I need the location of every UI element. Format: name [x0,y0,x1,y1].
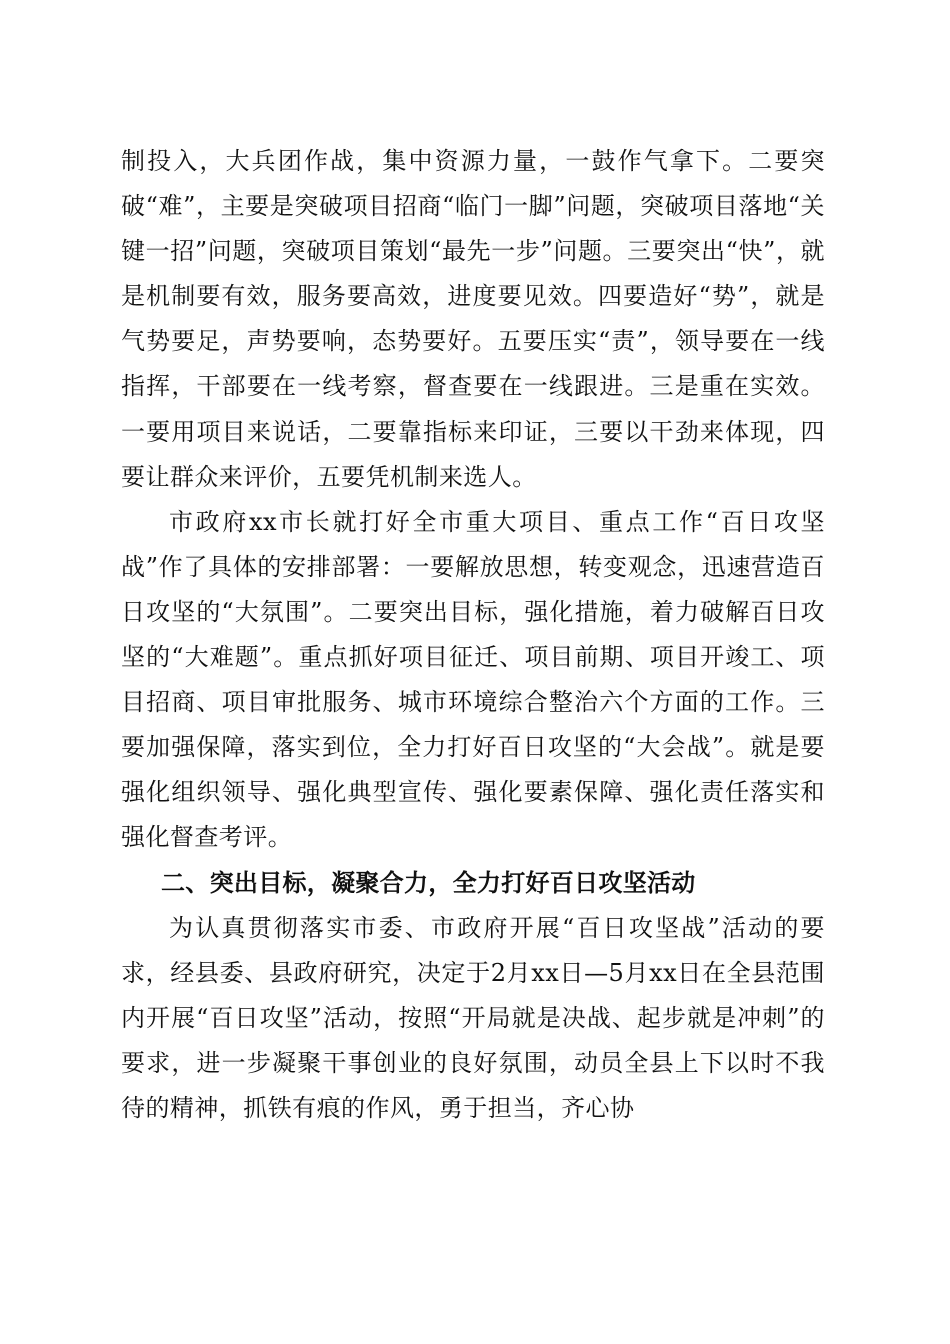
paragraph-county-campaign: 为认真贯彻落实市委、市政府开展“百日攻坚战”活动的要求，经县委、县政府研究，决定于2月xx日—5月xx日在全县范围内开展“百日攻坚”活动，按照“开局就是决战、起步就是冲刺”的要求，进一步凝聚干事创业的良好氛围，动员全县上下以时不我待的精神，抓铁有痕的作风，勇于担当，齐心协 [121,913,825,1122]
paragraph-mayor-deployment: 市政府xx市长就打好全市重大项目、重点工作“百日攻坚战”作了具体的安排部署：一要解放思想，转变观念，迅速营造百日攻坚的“大氛围”。二要突出目标，强化措施，着力破解百日攻坚的“大难题”。重点抓好项目征迁、项目前期、项目开竣工、项目招商、项目审批服务、城市环境综合整治六个方面的工作。三要加强保障，落实到位，全力打好百日攻坚的“大会战”。就是要强化组织领导、强化典型宣传、强化要素保障、强化责任落实和强化督查考评。 [121,507,825,852]
section-heading-2: 二、突出目标，凝聚合力，全力打好百日攻坚活动 [161,868,696,897]
document-body [121,139,825,1131]
paragraph-continuation: 制投入，大兵团作战，集中资源力量，一鼓作气拿下。二要突破“难”，主要是突破项目招商“临门一脚”问题，突破项目落地“关键一招”问题，突破项目策划“最先一步”问题。三要突出“快”，就是机制要有效，服务要高效，进度要见效。四要造好“势”，就是气势要足，声势要响，态势要好。五要压实“责”，领导要在一线指挥，干部要在一线考察，督查要在一线跟进。三是重在实效。一要用项目来说话，二要靠指标来印证，三要以干劲来体现，四要让群众来评价，五要凭机制来选人。 [121,147,825,491]
